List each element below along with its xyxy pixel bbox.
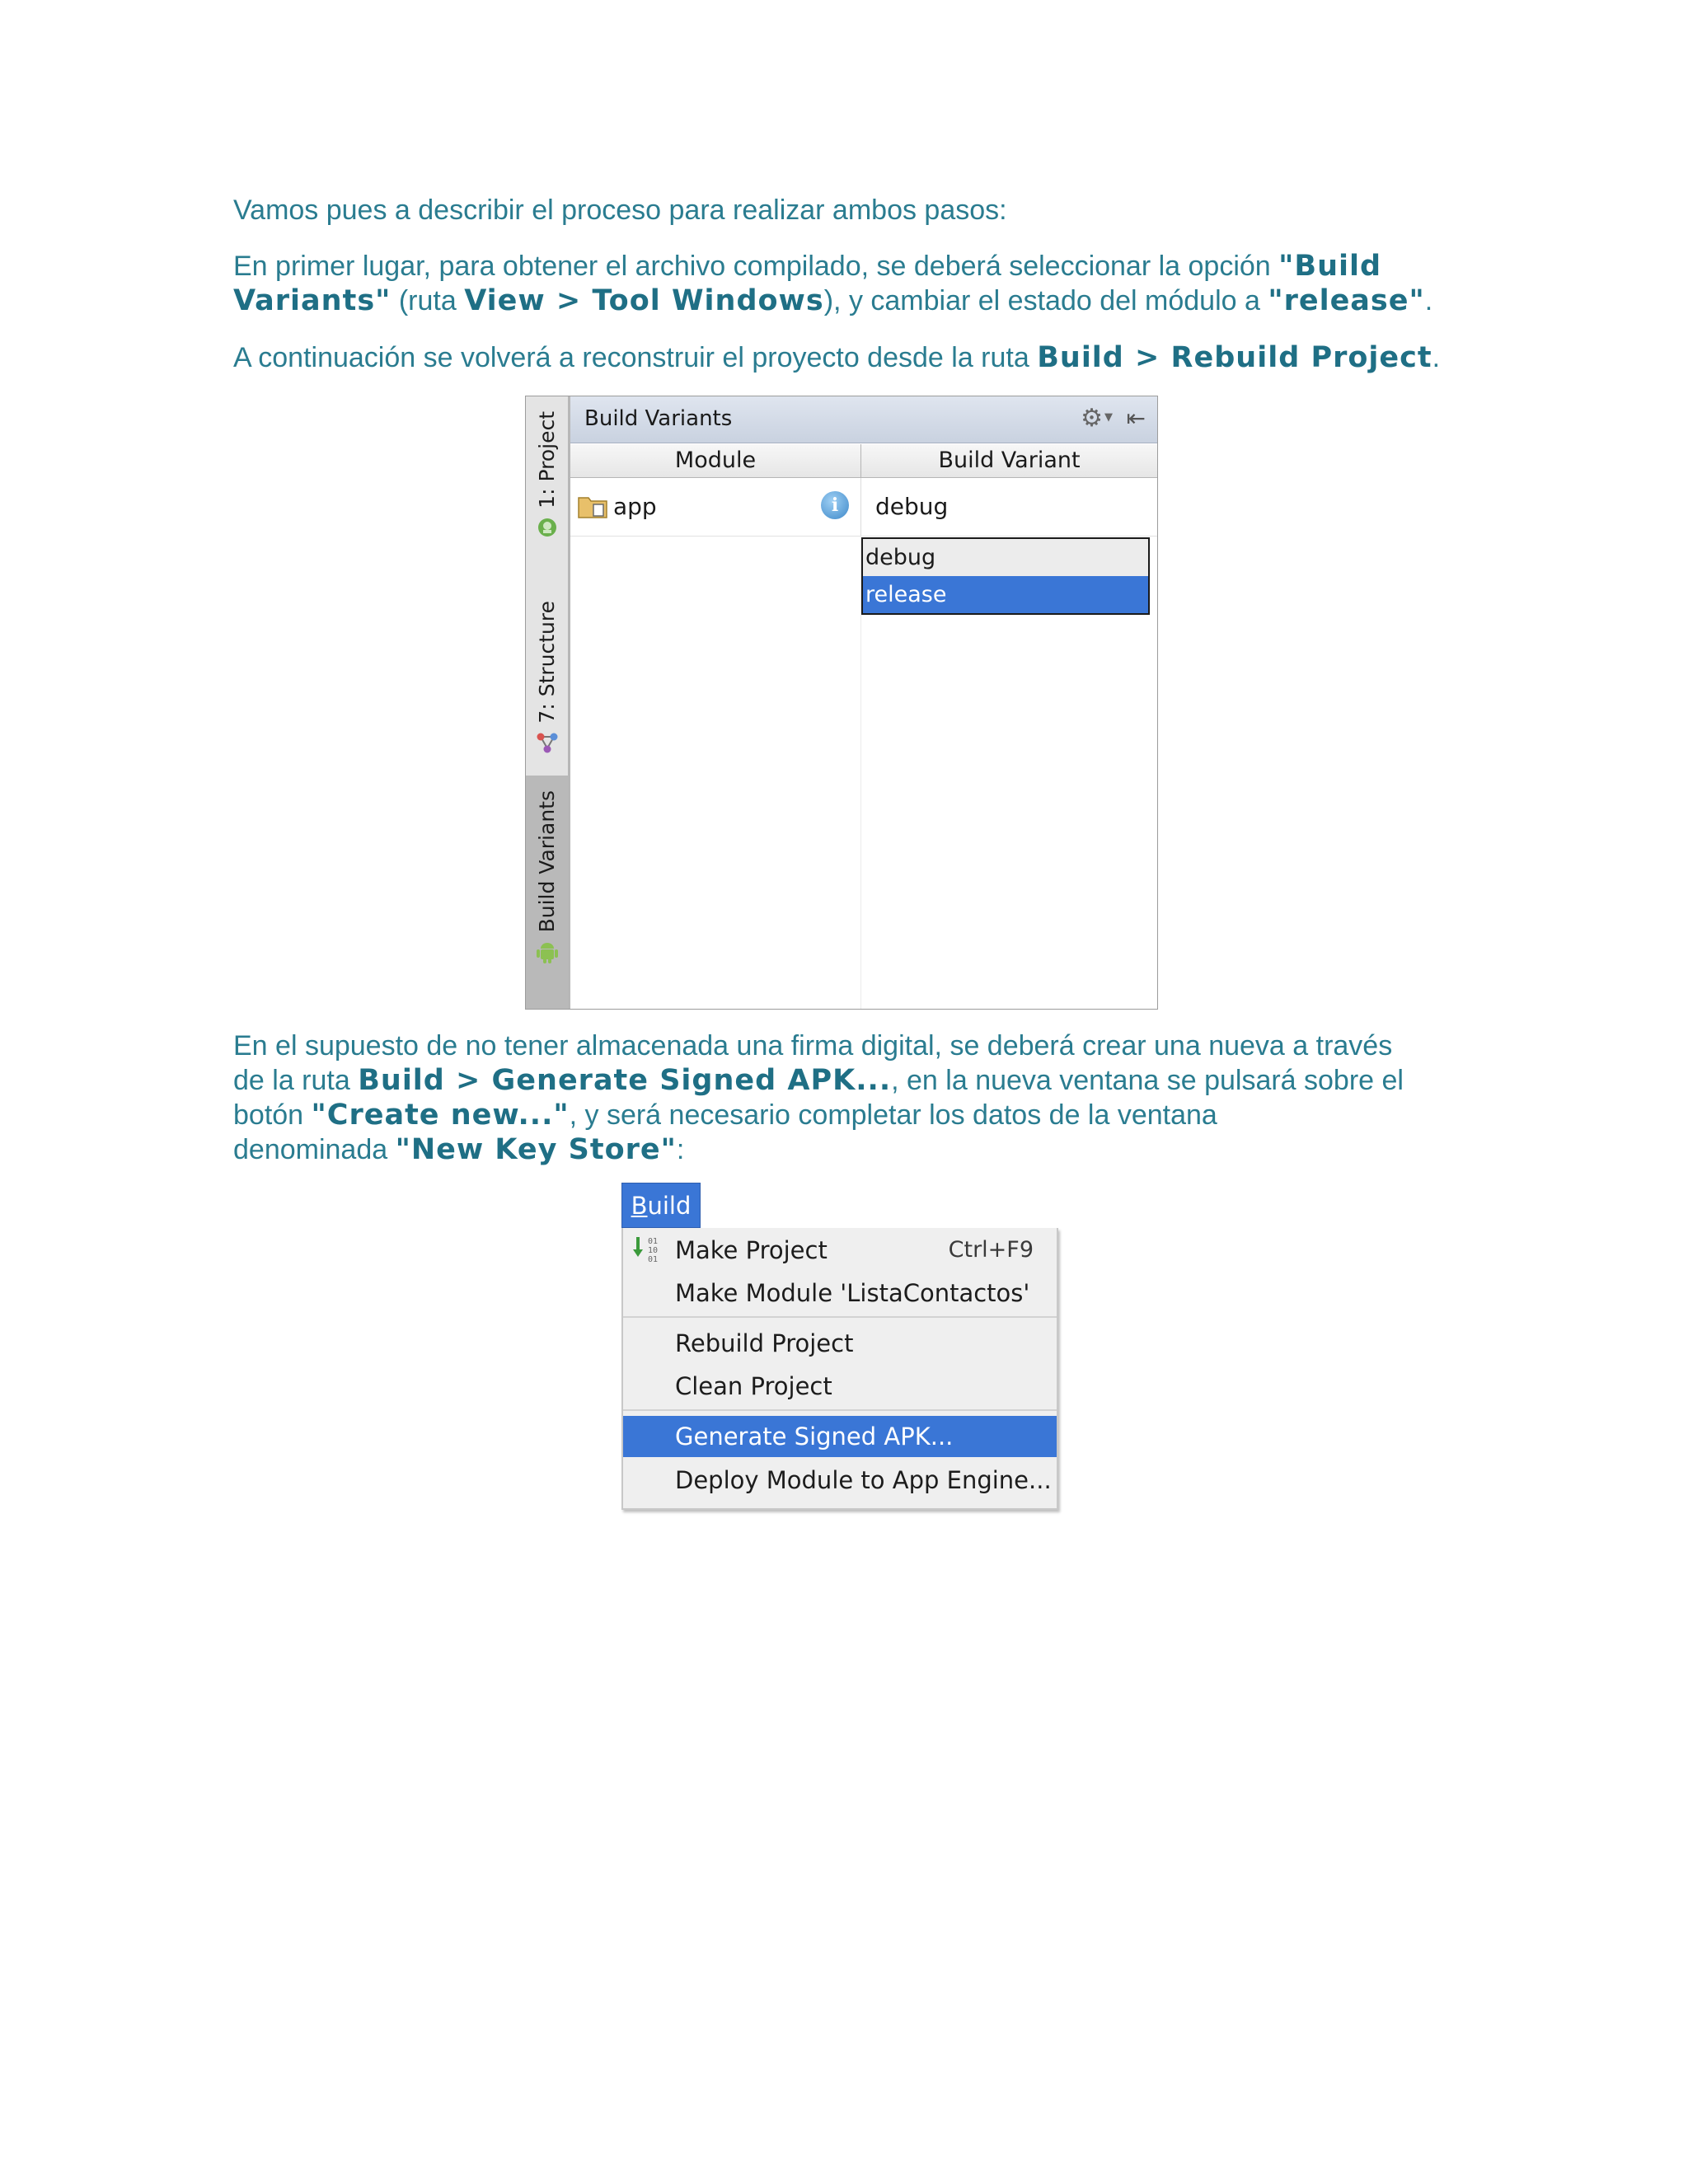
build-variants-panel (570, 396, 1157, 1009)
menu-item-make-module[interactable] (623, 1272, 1057, 1314)
menu-item-make-project[interactable] (623, 1230, 1057, 1271)
tool-window-strip (526, 396, 570, 1009)
text-segment: denominada (233, 1134, 396, 1165)
svg-text:01: 01 (648, 1237, 659, 1246)
structure-icon (536, 732, 559, 755)
menu-item-label: Generate Signed APK... (675, 1422, 954, 1451)
rebuild-paragraph (233, 340, 1440, 375)
intro-paragraph: Vamos pues a describir el proceso para realizar ambos pasos: (233, 194, 1007, 226)
variant-value: debug (875, 493, 949, 520)
module-folder-icon (577, 494, 608, 523)
bold-segment: "Build (1278, 250, 1382, 283)
chevron-down-icon[interactable]: ▼ (1104, 411, 1113, 424)
text-segment: de la ruta (233, 1065, 359, 1096)
module-cell (570, 478, 861, 536)
menu-item-clean-project[interactable] (623, 1366, 1057, 1407)
text-segment: (ruta (391, 285, 465, 316)
variant-cell[interactable] (861, 478, 1157, 536)
info-icon[interactable]: i (821, 491, 849, 519)
menu-item-generate-signed-apk[interactable] (623, 1416, 1057, 1457)
menu-item-label: Make Module 'ListaContactos' (675, 1279, 1030, 1307)
text-segment: . (1432, 342, 1441, 373)
panel-header (570, 396, 1157, 443)
build-variants-paragraph (233, 249, 1432, 318)
android-icon (536, 940, 559, 963)
menu-item-label: Make Project (675, 1236, 828, 1264)
table-row[interactable] (570, 478, 1157, 537)
menu-separator (623, 1409, 1057, 1411)
make-project-icon (631, 1234, 666, 1272)
menu-item-deploy-module[interactable] (623, 1460, 1057, 1501)
text-segment: . (1424, 285, 1433, 316)
hide-panel-icon[interactable]: ⇤ (1126, 405, 1146, 432)
build-menu-screenshot (621, 1183, 1058, 1511)
bold-segment: View > Tool Windows (464, 284, 824, 317)
dropdown-option-debug[interactable]: debug (865, 545, 936, 570)
text-segment: En primer lugar, para obtener el archivo compilado, se deberá seleccionar la opción (233, 251, 1279, 282)
menu-item-label: Deploy Module to App Engine... (675, 1466, 1052, 1494)
bold-segment: "release" (1268, 284, 1425, 317)
menu-mnemonic: B (631, 1192, 648, 1220)
column-header-module[interactable]: Module (570, 444, 861, 477)
text-segment: botón (233, 1099, 312, 1131)
bold-segment: Build > Rebuild Project (1037, 341, 1432, 374)
tab-project[interactable] (526, 396, 568, 545)
tab-label: 7: Structure (535, 601, 559, 724)
bold-segment: "New Key Store" (395, 1133, 677, 1166)
gear-icon[interactable]: ⚙ (1081, 404, 1103, 433)
tab-label: Build Variants (535, 790, 559, 933)
menu-title-text: uild (647, 1192, 692, 1220)
build-menu (621, 1228, 1058, 1510)
text-segment: ), y cambiar el estado del módulo a (823, 285, 1268, 316)
bold-segment: "Create new..." (311, 1099, 570, 1132)
menu-build[interactable] (621, 1183, 701, 1228)
svg-text:01: 01 (648, 1255, 659, 1264)
menu-item-label: Clean Project (675, 1372, 832, 1400)
svg-text:10: 10 (648, 1246, 659, 1255)
table-header (570, 444, 1157, 478)
tab-label: 1: Project (535, 411, 559, 509)
text-segment: , en la nueva ventana se pulsará sobre el (891, 1065, 1404, 1096)
tab-build-variants[interactable] (526, 776, 568, 1009)
menu-separator (623, 1316, 1057, 1318)
text-segment: , y será necesario completar los datos de la ventana (569, 1099, 1217, 1131)
text-segment: A continuación se volverá a reconstruir el proyecto desde la ruta (233, 342, 1038, 373)
variant-dropdown[interactable] (861, 537, 1150, 615)
text-segment: En el supuesto de no tener almacenada una firma digital, se deberá crear una nueva a través (233, 1030, 1393, 1062)
bold-segment: Build > Generate Signed APK... (358, 1064, 892, 1097)
bold-segment: Variants" (233, 284, 392, 317)
panel-title: Build Variants (584, 406, 733, 431)
dropdown-option-release[interactable]: release (863, 576, 1148, 613)
menu-item-rebuild-project[interactable] (623, 1323, 1057, 1364)
menu-item-label: Rebuild Project (675, 1329, 854, 1357)
tab-structure[interactable] (526, 586, 568, 776)
android-project-icon (536, 517, 559, 538)
text-segment: : (676, 1134, 685, 1165)
build-variants-window (525, 396, 1158, 1010)
signed-apk-paragraph (233, 1029, 1404, 1167)
module-name: app (613, 493, 657, 520)
column-header-build-variant[interactable]: Build Variant (938, 448, 1081, 473)
menu-item-shortcut: Ctrl+F9 (948, 1237, 1034, 1263)
